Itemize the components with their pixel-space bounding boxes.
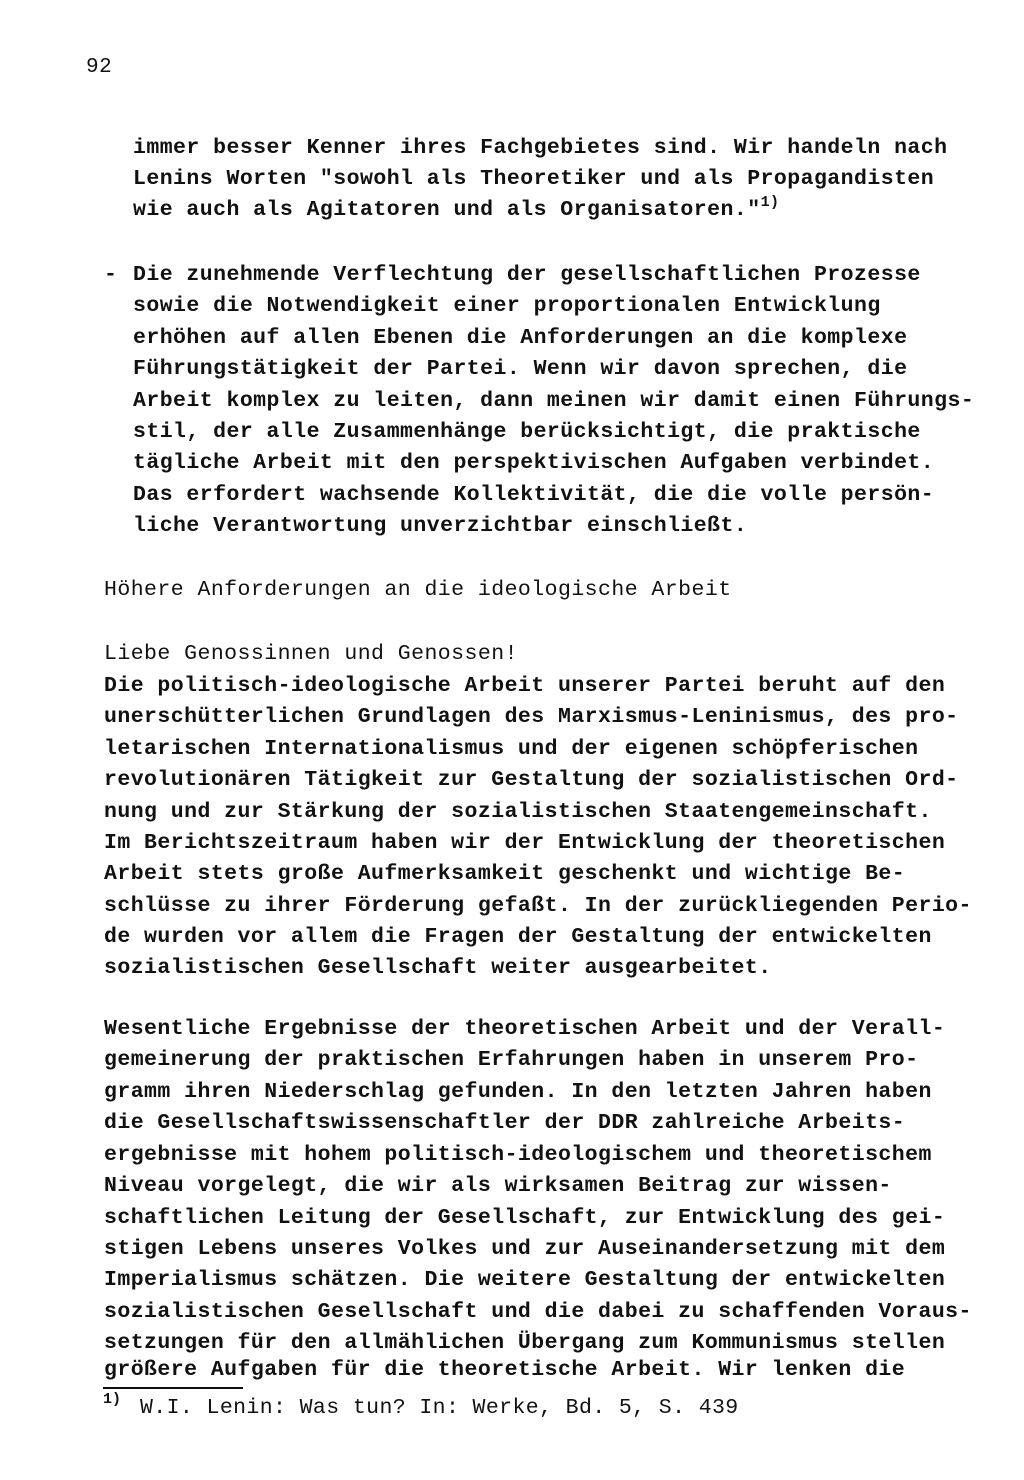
text-line: schlüsse zu ihrer Förderung gefaßt. In der zurückliegenden Perio- — [104, 894, 972, 918]
footnote-reference: 1) — [760, 194, 780, 211]
text-line: stigen Lebens unseres Volkes und zur Auseinandersetzung mit dem — [104, 1237, 946, 1261]
text-line: de wurden vor allem die Fragen der Gestaltung der entwickelten — [104, 925, 932, 949]
text-line: Das erfordert wachsende Kollektivität, die die volle persön- — [133, 483, 935, 507]
section-heading: Höhere Anforderungen an die ideologische Arbeit — [104, 578, 732, 602]
text-line: setzungen für den allmählichen Übergang zum Kommunismus stellen — [104, 1331, 946, 1355]
footnote-mark: 1) — [103, 1391, 122, 1408]
text-line: unerschütterlichen Grundlagen des Marxismus-Leninismus, des pro- — [104, 705, 959, 729]
text-line: gramm ihren Niederschlag gefunden. In den letzten Jahren haben — [104, 1080, 932, 1104]
text-line: sowie die Notwendigkeit einer proportionalen Entwicklung — [133, 294, 881, 318]
page-number: 92 — [86, 56, 113, 79]
text-line: nung und zur Stärkung der sozialistischen Staatengemeinschaft. — [104, 800, 932, 824]
text-line: Arbeit komplex zu leiten, dann meinen wir damit einen Führungs- — [133, 389, 975, 413]
text-line: Die politisch-ideologische Arbeit unserer Partei beruht auf den — [104, 674, 946, 698]
text-line: die Gesellschaftswissenschaftler der DDR zahlreiche Arbeits- — [104, 1111, 906, 1135]
text-line: Wesentliche Ergebnisse der theoretischen Arbeit und der Verall- — [104, 1017, 946, 1041]
text-line — [133, 194, 780, 222]
text-line: Im Berichtszeitraum haben wir der Entwicklung der theoretischen — [104, 831, 946, 855]
text-line: Führungstätigkeit der Partei. Wenn wir davon sprechen, die — [133, 357, 908, 381]
salutation: Liebe Genossinnen und Genossen! — [104, 642, 518, 666]
text-line: Imperialismus schätzen. Die weitere Gestaltung der entwickelten — [104, 1268, 946, 1292]
text-line-body: wie auch als Agitatoren und als Organisatoren." — [133, 198, 761, 222]
text-line: sozialistischen Gesellschaft und die dabei zu schaffenden Voraus- — [104, 1300, 972, 1324]
text-line: tägliche Arbeit mit den perspektivischen Aufgaben verbindet. — [133, 451, 935, 475]
bullet-marker: - — [104, 263, 118, 287]
text-line: ergebnisse mit hohem politisch-ideologischem und theoretischem — [104, 1143, 932, 1167]
text-line: schaftlichen Leitung der Gesellschaft, zur Entwicklung des gei- — [104, 1206, 946, 1230]
text-line: größere Aufgaben für die theoretische Arbeit. Wir lenken die — [104, 1358, 906, 1382]
text-line: gemeinerung der praktischen Erfahrungen haben in unserem Pro- — [104, 1048, 919, 1072]
footnote-text: W.I. Lenin: Was tun? In: Werke, Bd. 5, S. 439 — [140, 1396, 739, 1420]
text-line: sozialistischen Gesellschaft weiter ausgearbeitet. — [104, 956, 772, 980]
text-line: revolutionären Tätigkeit zur Gestaltung der sozialistischen Ord- — [104, 768, 959, 792]
text-line: Die zunehmende Verflechtung der gesellschaftlichen Prozesse — [133, 263, 921, 287]
text-line: erhöhen auf allen Ebenen die Anforderungen an die komplexe — [133, 326, 908, 350]
footnote-rule — [103, 1387, 243, 1389]
text-line: Niveau vorgelegt, die wir als wirksamen Beitrag zur wissen- — [104, 1174, 892, 1198]
text-line: Arbeit stets große Aufmerksamkeit geschenkt und wichtige Be- — [104, 862, 906, 886]
text-line: immer besser Kenner ihres Fachgebietes sind. Wir handeln nach — [133, 136, 948, 160]
text-line: liche Verantwortung unverzichtbar einschließt. — [133, 514, 748, 538]
text-line: letarischen Internationalismus und der eigenen schöpferischen — [104, 737, 919, 761]
text-line: stil, der alle Zusammenhänge berücksichtigt, die praktische — [133, 420, 921, 444]
text-line: Lenins Worten "sowohl als Theoretiker und als Propagandisten — [133, 167, 935, 191]
